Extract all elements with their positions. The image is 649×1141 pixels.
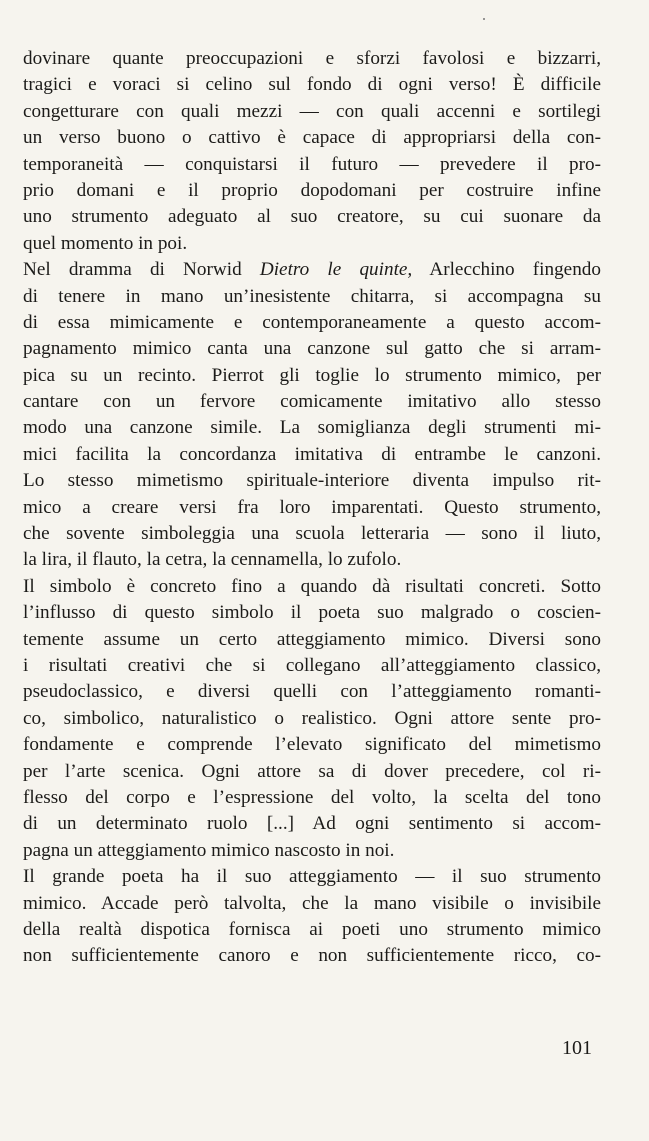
text-line: Lo stesso mimetismo spirituale-interiore diventa impulso rit- — [23, 470, 601, 492]
scan-speck — [483, 18, 485, 20]
text-segment: Nel dramma di Norwid — [23, 259, 260, 281]
text-line: di un determinato ruolo [...] Ad ogni sentimento si accom- — [23, 813, 601, 835]
text-line: che sovente simboleggia una scuola letteraria — sono il liuto, — [23, 523, 601, 545]
text-line: pagnamento mimico canta una canzone sul gatto che si arram- — [23, 338, 601, 360]
text-line-with-title — [23, 257, 601, 283]
text-line: di essa mimicamente e contemporaneamente a questo accom- — [23, 311, 601, 333]
book-page-text — [23, 46, 601, 970]
text-line: pica su un recinto. Pierrot gli toglie lo strumento mimico, per — [23, 364, 601, 386]
text-line: della realtà dispotica fornisca ai poeti uno strumento mimico — [23, 918, 601, 940]
text-line: tragici e voraci si celino sul fondo di ogni verso! È difficile — [23, 74, 601, 96]
text-line: modo una canzone simile. La somiglianza degli strumenti mi- — [23, 417, 601, 439]
text-line: quel momento in poi. — [23, 232, 188, 254]
text-line: uno strumento adeguato al suo creatore, su cui suonare da — [23, 206, 601, 228]
text-line: mici facilita la concordanza imitativa di entrambe le canzoni. — [23, 443, 601, 465]
text-line: di tenere in mano un’inesistente chitarra, si accompagna su — [23, 285, 601, 307]
text-line: temente assume un certo atteggiamento mimico. Diversi sono — [23, 628, 601, 650]
text-line: pagna un atteggiamento mimico nascosto in noi. — [23, 839, 395, 861]
text-segment: Arlecchino fingendo — [412, 259, 601, 281]
text-line: dovinare quante preoccupazioni e sforzi favolosi e bizzarri, — [23, 48, 601, 69]
text-line: flesso del corpo e l’espressione del volto, la scelta del tono — [23, 786, 601, 808]
text-line: la lira, il flauto, la cetra, la cennamella, lo zufolo. — [23, 549, 402, 571]
text-line: co, simbolico, naturalistico o realistico. Ogni attore sente pro- — [23, 707, 601, 729]
text-line: mico a creare versi fra loro imparentati. Questo strumento, — [23, 496, 601, 518]
text-line: per l’arte scenica. Ogni attore sa di dover precedere, col ri- — [23, 760, 601, 782]
text-line: temporaneità — conquistarsi il futuro — prevedere il pro- — [23, 153, 601, 175]
text-line: l’influsso di questo simbolo il poeta suo malgrado o coscien- — [23, 602, 601, 624]
text-line: pseudoclassico, e diversi quelli con l’atteggiamento romanti- — [23, 681, 601, 703]
text-line: fondamente e comprende l’elevato significato del mimetismo — [23, 734, 601, 756]
text-line: congetturare con quali mezzi — con quali accenni e sortilegi — [23, 100, 601, 122]
text-line: cantare con un fervore comicamente imitativo allo stesso — [23, 391, 601, 413]
work-title: Dietro le quinte, — [259, 259, 413, 281]
text-line: un verso buono o cattivo è capace di appropriarsi della con- — [23, 127, 601, 149]
page-number: 101 — [562, 1037, 592, 1059]
text-line: Il grande poeta ha il suo atteggiamento — il suo strumento — [23, 866, 601, 888]
text-line: non sufficientemente canoro e non sufficientemente ricco, co- — [23, 945, 601, 967]
text-line: Il simbolo è concreto fino a quando dà risultati concreti. Sotto — [23, 575, 601, 597]
text-line: i risultati creativi che si collegano all’atteggiamento classico, — [23, 654, 601, 676]
text-line: mimico. Accade però talvolta, che la mano visibile o invisibile — [23, 892, 601, 914]
text-line: prio domani e il proprio dopodomani per costruire infine — [23, 179, 601, 201]
